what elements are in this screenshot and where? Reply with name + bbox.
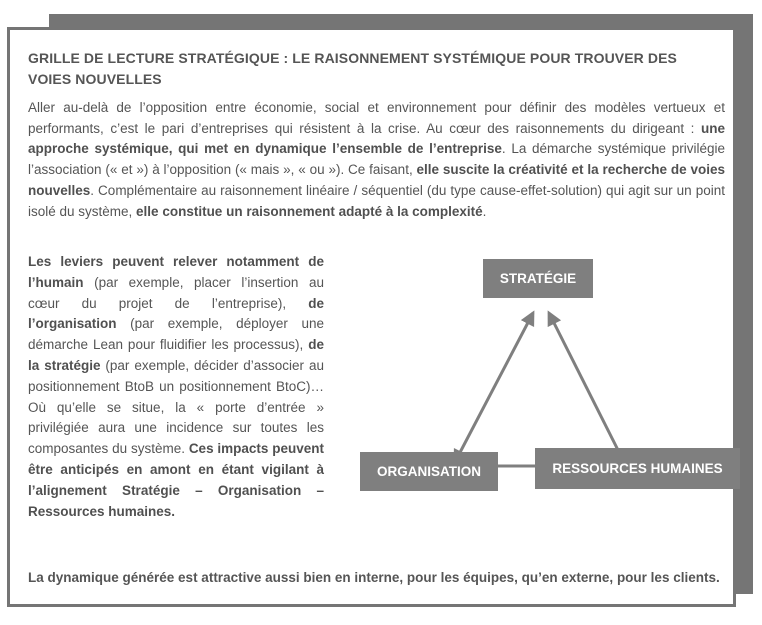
intro-paragraph	[28, 98, 725, 222]
intro-text-3: . Complémentaire au raisonnement linéaire / séquentiel (du type cause-effet-solution) qui agit sur un point isolé du système,	[28, 182, 725, 219]
levers-text-1: (par exemple, placer l’insertion au cœur du projet de l’entreprise),	[28, 274, 324, 311]
intro-bold-1: une approche systémique, qui met en dynamique l’ensemble de l’entreprise	[28, 120, 725, 157]
levers-bold-4: Ces impacts peuvent être anticipés en amont en étant vigilant à l’alignement Stratégie – Organisation – Ressources humaines.	[28, 441, 325, 519]
box-ressources-humaines: RESSOURCES HUMAINES	[535, 448, 740, 489]
card-title: GRILLE DE LECTURE STRATÉGIQUE : LE RAISONNEMENT SYSTÉMIQUE POUR TROUVER DES VOIES NOUVELLES	[28, 50, 677, 87]
arrow-strategie-organisation	[455, 313, 533, 462]
arrow-strategie-rh	[549, 313, 624, 462]
box-organisation: ORGANISATION	[360, 452, 498, 491]
levers-bold-1: Les leviers peuvent relever notamment de l’humain	[28, 254, 324, 290]
levers-text-3: (par exemple, décider d’associer au positionnement BtoB un positionnement BtoC)… Où qu’elle se situe, la « porte d’entrée » privilégiée aura une incidence sur toutes les composantes du système.	[28, 357, 324, 457]
intro-text-4: .	[482, 203, 487, 219]
intro-text-1: Aller au-delà de l’opposition entre économie, social et environnement pour définir des modèles vertueux et performants, c’est le pari d’entreprises qui résistent à la crise. Au cœur des raisonnements du dirigeant :	[28, 100, 725, 136]
intro-bold-2: elle suscite la créativité et la recherche de voies nouvelles	[28, 162, 725, 198]
intro-bold-3: elle constitue un raisonnement adapté à la complexité	[136, 203, 483, 219]
triangle-diagram	[340, 250, 740, 500]
levers-paragraph	[28, 252, 324, 522]
box-strategie: STRATÉGIE	[483, 259, 593, 298]
conclusion-paragraph: La dynamique générée est attractive aussi bien en interne, pour les équipes, qu’en externe, pour les clients.	[28, 570, 720, 585]
levers-bold-3: de la stratégie	[28, 337, 324, 373]
levers-text-2: (par exemple, déployer une démarche Lean pour fluidifier les processus),	[28, 316, 324, 353]
levers-bold-2: de l’organisation	[28, 295, 324, 332]
intro-text-2: . La démarche systémique privilégie l’association (« et ») à l’opposition (« mais », « ou »). Ce faisant,	[28, 141, 725, 178]
strategy-card	[7, 27, 736, 607]
